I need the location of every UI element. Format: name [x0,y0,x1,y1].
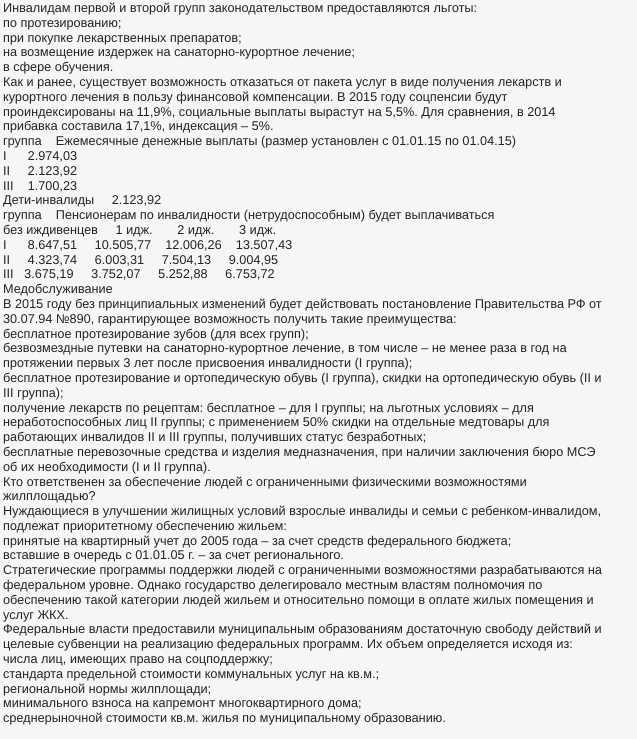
text-line: Кто ответственен за обеспечение людей с ограниченными физическими возможностями [3,474,527,489]
text-line: целевые субвенции на реализацию федеральных программ. Их объем определяется исходя из: [3,637,573,652]
text-line: В 2015 году без принципиальных изменений будет действовать постановление Правительства РФ от [3,296,602,311]
text-line: обеспечению такой категории людей жильем и относительно помощи в оплате жилых помещения и [3,592,594,607]
text-line: III 3.675,19 3.752,07 5.252,88 6.753,72 [3,267,275,282]
text-line: минимального взноса на капремонт многоквартирного дома; [3,696,362,711]
text-line: работающих инвалидов II и III группы, получивших статус безработных; [3,430,427,445]
text-line: среднерыночной стоимости кв.м. жилья по муниципальному образованию. [3,711,446,726]
text-line: проиндексированы на 11,9%, социальные выплаты вырастут на 5,5%. Для сравнения, в 2014 [3,104,556,119]
text-line: бесплатные перевозочные средства и изделия медназначения, при наличии заключения бюро МСЭ [3,444,596,459]
text-line: II 4.323,74 6.003,31 7.504,13 9.004,95 [3,252,279,267]
text-line: услуг ЖКХ. [3,607,69,622]
text-line: об их необходимости (I и II группа). [3,459,211,474]
text-line: Нуждающиеся в улучшении жилищных условий взрослые инвалиды и семьи с ребенком-инвалидом, [3,504,602,519]
text-line: без иждивенцев 1 идж. 2 идж. 3 идж. [3,222,277,237]
text-line: при покупке лекарственных препаратов; [3,30,242,45]
text-line: Медобслуживание [3,282,113,297]
text-line: получение лекарств по рецептам: бесплатное – для I группы; на льготных условиях – для [3,400,534,415]
text-line: Как и ранее, существует возможность отказаться от пакета услуг в виде получения лекарств и [3,74,562,89]
text-line: прибавка составила 17,1%, индексация – 5%. [3,119,274,134]
text-line: II 2.123,92 [3,163,78,178]
text-line: бесплатное протезирование зубов (для всех групп); [3,326,309,341]
text-line: III 1.700,23 [3,178,78,193]
text-line: группа Пенсионерам по инвалидности (нетрудоспособным) будет выплачиваться [3,208,495,223]
text-line: безвозмездные путевки на санаторно-курортное лечение, в том числе – не менее раза в год на [3,341,567,356]
text-line: жилплощадью? [3,489,96,504]
text-line: Инвалидам первой и второй групп законодательством предоставляются льготы: [3,1,478,15]
text-line: региональной нормы жилплощади; [3,681,212,696]
text-line: III группа); [3,385,64,400]
text-line: на возмещение издержек на санаторно-курортное лечение; [3,45,355,60]
text-line: вставшие в очередь с 01.01.05 г. – за счет регионального. [3,548,344,563]
text-line: I 2.974,03 [3,148,78,163]
text-line: стандарта предельной стоимости коммунальных услуг на кв.м.; [3,666,380,681]
text-line: I 8.647,51 10.505,77 12.006,26 13.507,43 [3,237,293,252]
text-line: по протезированию; [3,15,122,30]
text-line: 30.07.94 №890, гарантирующее возможность получить такие преимущества: [3,311,457,326]
text-line: числа лиц, имеющих право на соцподдержку; [3,652,273,667]
text-line: Федеральные власти предоставили муниципальным образованиям достаточную свободу действий и [3,622,602,637]
text-line: принятые на квартирный учет до 2005 года – за счет средств федерального бюджета; [3,533,512,548]
text-line: группа Ежемесячные денежные выплаты (размер установлен с 01.01.15 по 01.04.15) [3,134,517,149]
text-line: курортного лечения в пользу финансовой компенсации. В 2015 году соцпенсии будут [3,89,508,104]
text-line: неработоспособных лиц II группы; с применением 50% скидки на отдельные медтовары для [3,415,550,430]
text-line: Стратегические программы поддержки людей с ограниченными возможностями разрабатываются на [3,563,602,578]
text-line: протяжении первых 3 лет после присвоения инвалидности (I группа); [3,356,413,371]
text-line: федеральном уровне. Однако государство делегировало местным властям полномочия по [3,578,543,593]
text-line: подлежат приоритетному обеспечению жильем: [3,518,287,533]
text-line: в сфере обучения. [3,60,114,75]
text-line: бесплатное протезирование и ортопедическую обувь (I группа), скидки на ортопедическую обувь (II и [3,370,602,385]
text-line: Дети-инвалиды 2.123,92 [3,193,162,208]
